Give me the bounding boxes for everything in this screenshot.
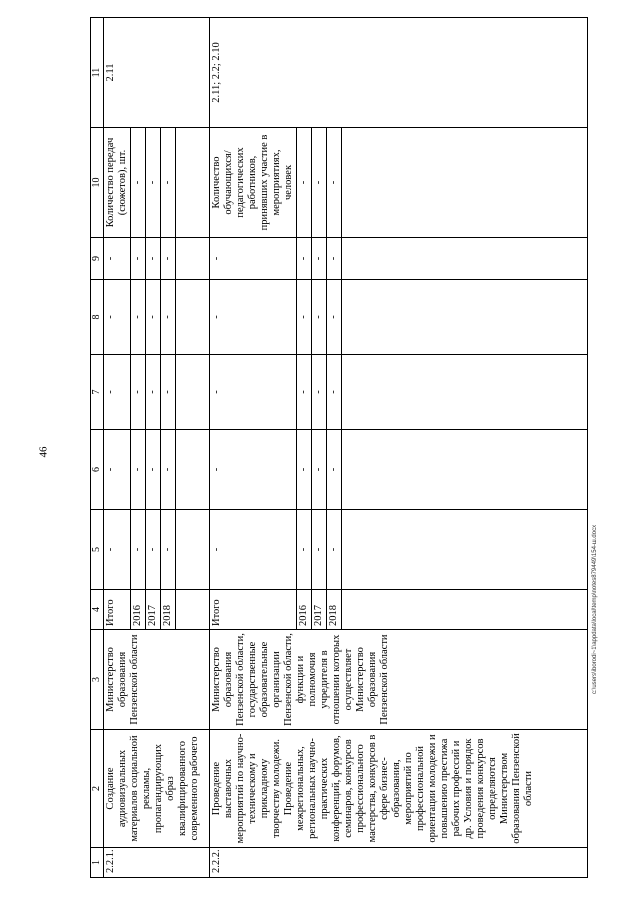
value-cell: -: [327, 238, 342, 280]
value-cell: -: [146, 280, 161, 355]
header-cell: 1: [91, 848, 104, 878]
rotated-table-container: [90, 18, 588, 878]
table-row: [210, 18, 297, 878]
value-cell: -: [297, 128, 312, 238]
row-number: 2.2.1.: [104, 848, 210, 878]
table-row: [104, 18, 131, 878]
indicator-name: Количество передач (сюжетов), шт.: [104, 128, 131, 238]
value-cell: -: [161, 510, 176, 590]
value-cell: -: [104, 280, 131, 355]
empty-cell: [176, 238, 210, 280]
value-cell: -: [161, 280, 176, 355]
empty-cell: [342, 430, 588, 510]
value-cell: -: [210, 355, 297, 430]
header-cell: 8: [91, 280, 104, 355]
table-wrap: [90, 18, 588, 878]
value-cell: -: [131, 355, 146, 430]
value-cell: -: [146, 128, 161, 238]
empty-cell: [176, 128, 210, 238]
empty-cell: [342, 280, 588, 355]
value-cell: -: [327, 510, 342, 590]
value-cell: -: [104, 510, 131, 590]
value-cell: -: [210, 280, 297, 355]
header-cell: 7: [91, 355, 104, 430]
reference-cell: 2.11: [104, 18, 210, 128]
value-cell: -: [312, 355, 327, 430]
empty-cell: [176, 510, 210, 590]
year-label: 2018: [161, 590, 176, 630]
empty-cell: [176, 280, 210, 355]
empty-cell: [342, 355, 588, 430]
value-cell: -: [312, 510, 327, 590]
year-label: 2017: [146, 590, 161, 630]
year-label: 2016: [131, 590, 146, 630]
value-cell: -: [210, 430, 297, 510]
year-label: Итого: [104, 590, 131, 630]
executor: Министерство образования Пензенской области, государственные образовательные организации Пензенской области, функции и полномочия учредителя в отношении которых осуществляет Министерство образования Пензенской области: [210, 630, 588, 730]
activity-name: Проведение выставочных мероприятий по научно-техническому и прикладному творчеству молодежи. Проведение межрегиональных, региональных научно-практических конференций, форумов, семинаров, конкурсов профессионального мастерства, конкурсов в сфере бизнес-образования, мероприятий по профессиональной ориентации молодежи и повышению престижа рабочих профессий и др. Условия и порядок проведения конкурсов определяются Министерством образования Пензенской области: [210, 730, 588, 848]
empty-cell: [176, 355, 210, 430]
header-cell: 11: [91, 18, 104, 128]
value-cell: -: [146, 238, 161, 280]
empty-cell: [342, 238, 588, 280]
value-cell: -: [161, 128, 176, 238]
header-cell: 10: [91, 128, 104, 238]
header-cell: 4: [91, 590, 104, 630]
value-cell: -: [297, 510, 312, 590]
value-cell: -: [131, 128, 146, 238]
page-number: 46: [37, 446, 50, 458]
value-cell: -: [327, 355, 342, 430]
value-cell: -: [327, 430, 342, 510]
value-cell: -: [104, 430, 131, 510]
year-label: 2018: [327, 590, 342, 630]
file-path-footer: c:\users\iborodi~1\appdata\local\temp\notes879449\154-ш.docx: [592, 524, 598, 694]
header-cell: 2: [91, 730, 104, 848]
value-cell: -: [131, 510, 146, 590]
value-cell: -: [210, 510, 297, 590]
activity-name: Создание аудиовизуальных материалов социальной рекламы, пропагандирующих образ квалифицированного современного рабочего: [104, 730, 210, 848]
value-cell: -: [312, 280, 327, 355]
value-cell: -: [297, 280, 312, 355]
value-cell: -: [131, 430, 146, 510]
executor: Министерство образования Пензенской области: [104, 630, 210, 730]
row-number: 2.2.2.: [210, 848, 588, 878]
value-cell: -: [210, 238, 297, 280]
empty-cell: [342, 510, 588, 590]
header-cell: 6: [91, 430, 104, 510]
value-cell: -: [104, 238, 131, 280]
value-cell: -: [104, 355, 131, 430]
value-cell: -: [327, 128, 342, 238]
value-cell: -: [297, 238, 312, 280]
value-cell: -: [161, 355, 176, 430]
value-cell: -: [312, 238, 327, 280]
program-table: [90, 17, 588, 878]
header-row: [91, 18, 104, 878]
value-cell: -: [297, 355, 312, 430]
value-cell: -: [312, 128, 327, 238]
year-label: Итого: [210, 590, 297, 630]
indicator-name: Количество обучающихся/ педагогических работников, принявших участие в мероприятиях, человек: [210, 128, 297, 238]
value-cell: -: [131, 238, 146, 280]
empty-cell: [342, 128, 588, 238]
value-cell: -: [297, 430, 312, 510]
header-cell: 5: [91, 510, 104, 590]
header-cell: 3: [91, 630, 104, 730]
year-label: 2017: [312, 590, 327, 630]
value-cell: -: [131, 280, 146, 355]
value-cell: -: [312, 430, 327, 510]
header-cell: 9: [91, 238, 104, 280]
empty-cell: [342, 590, 588, 630]
value-cell: -: [161, 430, 176, 510]
empty-cell: [176, 430, 210, 510]
year-label: 2016: [297, 590, 312, 630]
value-cell: -: [327, 280, 342, 355]
value-cell: -: [146, 355, 161, 430]
reference-cell: 2.11; 2.2; 2.10: [210, 18, 588, 128]
empty-cell: [176, 590, 210, 630]
value-cell: -: [146, 430, 161, 510]
value-cell: -: [161, 238, 176, 280]
value-cell: -: [146, 510, 161, 590]
